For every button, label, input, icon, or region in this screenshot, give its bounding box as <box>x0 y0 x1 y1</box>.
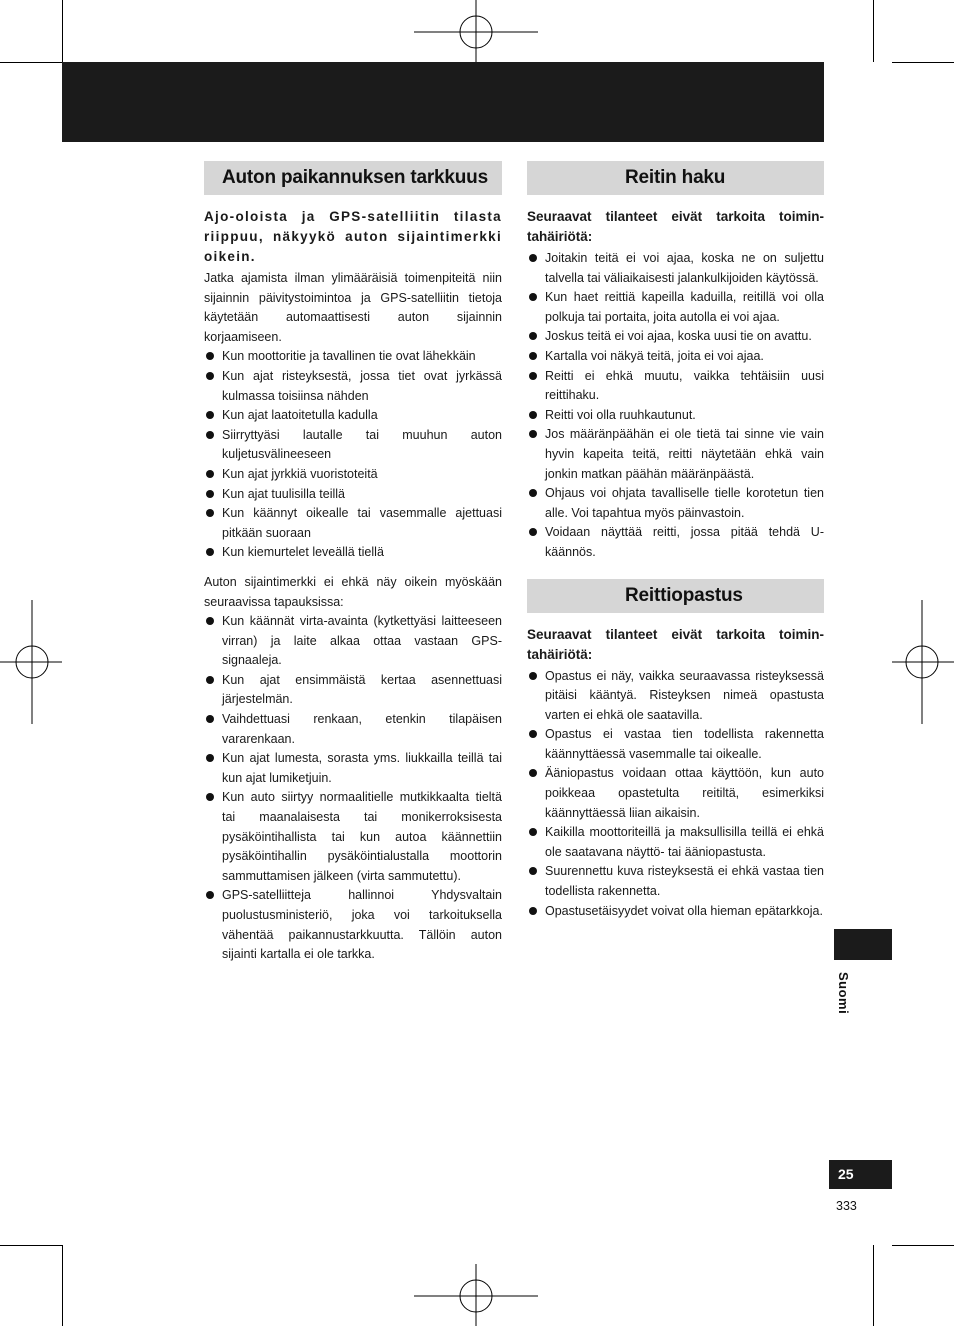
list-item: Kun haet reittiä kapeilla kaduilla, reitillä voi olla polkuja tai portaita, joita autolla ei voi ajaa. <box>527 288 824 327</box>
list-item: Kun ajat jyrkkiä vuoristoteitä <box>204 465 502 485</box>
bullet-icon <box>206 411 214 419</box>
list-item: Vaihdettuasi renkaan, etenkin tilapäisen vararenkaan. <box>204 710 502 749</box>
bullet-icon <box>206 509 214 517</box>
bullet-icon <box>529 907 537 915</box>
registration-mark-icon <box>414 0 538 62</box>
list-item: Siirryttyäsi lautalle tai muuhun auton kuljetusvälineeseen <box>204 426 502 465</box>
crop-mark <box>0 62 62 63</box>
bullet-icon <box>529 528 537 536</box>
section-title-positioning-accuracy: Auton paikannuksen tarkkuus <box>204 161 502 195</box>
list-item: Kun auto siirtyy normaalitielle mutkikkaalta tieltä tai maanalaisesta tai monikerroksisesta pysäköintihallista tai kun autoa käännettiin pysäköintihallin pysäköintialustalla moottorin sammuttamisen jälkeen (virta sammutettu). <box>204 788 502 886</box>
list-item: Jos määränpäähän ei ole tietä tai sinne vie vain hyvin kapeita teitä, reitti näytetään ehkä vain jonkin matkan päähän määränpäästä. <box>527 425 824 484</box>
bullet-icon <box>529 372 537 380</box>
cases-list <box>204 612 502 965</box>
list-item: Ohjaus voi ohjata tavalliselle tielle korotetun tien alle. Voi tapahtua myös päinvastoin. <box>527 484 824 523</box>
crop-mark <box>892 1245 954 1246</box>
registration-mark-icon <box>0 600 62 724</box>
bullet-icon <box>206 548 214 556</box>
section-lead: Seuraavat tilanteet eivät tarkoita toimin-tahäiriötä: <box>527 209 824 244</box>
list-item: Kun ajat laatoitetulla kadulla <box>204 406 502 426</box>
list-item: Kun ajat tuulisilla teillä <box>204 485 502 505</box>
section-title-route-guidance: Reittiopastus <box>527 579 824 613</box>
list-item: Kun käännät virta-avainta (kytkettyäsi laitteeseen virran) ja laite alkaa ottaa vastaan GPS-signaaleja. <box>204 612 502 671</box>
registration-mark-icon <box>414 1264 538 1326</box>
list-item: Reitti voi olla ruuhkautunut. <box>527 406 824 426</box>
list-item: Reitti ei ehkä muutu, vaikka tehtäisiin uusi reittihaku. <box>527 367 824 406</box>
list-item: Suurennettu kuva risteyksestä ei ehkä vastaa tien todellista rakennetta. <box>527 862 824 901</box>
bullet-icon <box>529 332 537 340</box>
bullet-icon <box>529 489 537 497</box>
list-item: Voidaan näyttää reitti, jossa pitää tehdä U-käännös. <box>527 523 824 562</box>
bullet-icon <box>206 676 214 684</box>
page-sub-number: 333 <box>836 1199 857 1213</box>
list-item: Kaikilla moottoriteillä ja maksullisilla teillä ei ehkä ole saatavana näyttö- tai ääniopastusta. <box>527 823 824 862</box>
bullet-icon <box>206 352 214 360</box>
list-item: Joitakin teitä ei voi ajaa, koska ne on suljettu talvella tai väliaikaisesti jalankulkijoiden käytössä. <box>527 249 824 288</box>
route-search-list <box>527 249 824 563</box>
guidance-section <box>527 579 824 922</box>
bullet-icon <box>529 769 537 777</box>
section-title-route-search: Reitin haku <box>527 161 824 195</box>
bullet-icon <box>206 617 214 625</box>
crop-mark <box>892 62 954 63</box>
bullet-icon <box>529 672 537 680</box>
bullet-icon <box>529 411 537 419</box>
bullet-icon <box>529 293 537 301</box>
bullet-icon <box>529 867 537 875</box>
bullet-icon <box>206 715 214 723</box>
list-item: Kun käännyt oikealle tai vasemmalle ajettuasi pitkään suoraan <box>204 504 502 543</box>
right-column <box>527 161 824 921</box>
bullet-icon <box>206 754 214 762</box>
registration-mark-icon <box>892 600 954 724</box>
bullet-icon <box>206 372 214 380</box>
bullet-icon <box>206 793 214 801</box>
list-item: Kun kiemurtelet leveällä tiellä <box>204 543 502 563</box>
list-item: Kartalla voi näkyä teitä, joita ei voi ajaa. <box>527 347 824 367</box>
crop-mark <box>62 0 63 62</box>
crop-mark <box>873 1245 874 1326</box>
list-item: Opastusetäisyydet voivat olla hieman epätarkkoja. <box>527 902 824 922</box>
intro-paragraph: Jatka ajamista ilman ylimääräisiä toimenpiteitä niin sijainnin päivitystoimintoa ja GPS-satelliitin tietoja käytetään automaattisesti auton sijainnin korjaamiseen. <box>204 271 502 344</box>
crop-mark <box>873 0 874 62</box>
crop-mark <box>62 1245 63 1326</box>
header-bar <box>62 62 824 142</box>
bullet-icon <box>529 352 537 360</box>
list-item: Joskus teitä ei voi ajaa, koska uusi tie on avattu. <box>527 327 824 347</box>
list-item: Kun moottoritie ja tavallinen tie ovat lähekkäin <box>204 347 502 367</box>
guidance-list <box>527 667 824 922</box>
section-lead: Ajo-oloista ja GPS-satelliitin tilasta riippuu, näkyykö auton sijaintimerkki oikein. <box>204 209 502 264</box>
language-tab <box>834 929 892 960</box>
list-item: Opastus ei vastaa tien todellista rakennetta käännyttäessä vasemmalle tai oikealle. <box>527 725 824 764</box>
bullet-icon <box>529 430 537 438</box>
bullet-icon <box>206 431 214 439</box>
list-item: GPS-satelliitteja hallinnoi Yhdysvaltain puolustusministeriö, joka voi tarkoituksella vähentää paikannustarkkuutta. Tällöin auton sijainti kartalla ei ole tarkka. <box>204 886 502 964</box>
bullet-icon <box>529 828 537 836</box>
list-item: Kun ajat risteyksestä, jossa tiet ovat jyrkässä kulmassa toisiinsa nähden <box>204 367 502 406</box>
conditions-list <box>204 347 502 563</box>
page-number: 25 <box>829 1160 892 1189</box>
bullet-icon <box>206 470 214 478</box>
left-column <box>204 161 502 965</box>
list-item: Opastus ei näy, vaikka seuraavassa risteyksessä pitäisi kääntyä. Risteyksen nimeä opastusta varten ei ehkä ole saatavilla. <box>527 667 824 726</box>
bullet-icon <box>206 891 214 899</box>
language-label: Suomi <box>836 972 851 1015</box>
paragraph: Auton sijaintimerkki ei ehkä näy oikein myöskään seuraavissa tapauksissa: <box>204 574 502 609</box>
section-lead: Seuraavat tilanteet eivät tarkoita toimin-tahäiriötä: <box>527 626 824 662</box>
bullet-icon <box>206 490 214 498</box>
list-item: Kun ajat lumesta, sorasta yms. liukkailla teillä tai kun ajat lumiketjuin. <box>204 749 502 788</box>
bullet-icon <box>529 254 537 262</box>
list-item: Kun ajat ensimmäistä kertaa asennettuasi järjestelmän. <box>204 671 502 710</box>
crop-mark <box>0 1245 62 1246</box>
bullet-icon <box>529 730 537 738</box>
list-item: Ääniopastus voidaan ottaa käyttöön, kun auto poikkeaa opastetulta reitiltä, esimerkiksi käännyttäessä liian aikaisin. <box>527 764 824 823</box>
